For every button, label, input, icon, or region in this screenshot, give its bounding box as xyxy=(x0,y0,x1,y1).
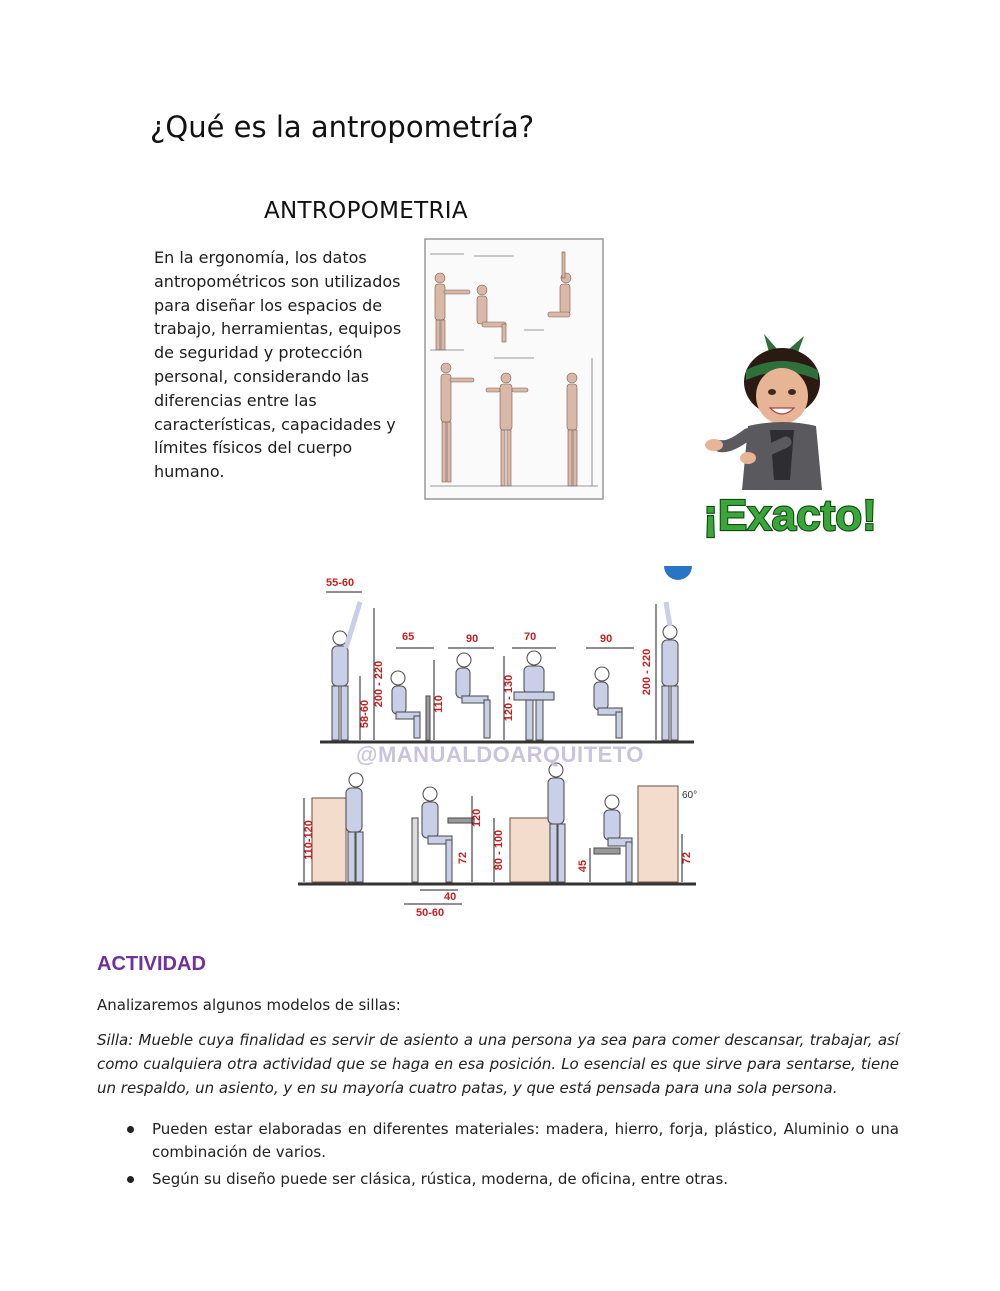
dim-table-height-1: 110 xyxy=(433,695,445,713)
list-item-text: Pueden estar elaboradas en diferentes materiales: madera, hierro, forja, plástico, Aluminio o una combinación de varios. xyxy=(152,1120,899,1161)
dim-standing-reach: 200 - 220 xyxy=(373,660,385,708)
dim-counter-height: 80 - 100 xyxy=(493,829,505,871)
dim-desk-height-2: 72 xyxy=(681,851,693,865)
list-item-text: Según su diseño puede ser clásica, rústica, moderna, de oficina, entre otras. xyxy=(152,1170,729,1188)
dim-table-height-2: 120 - 130 xyxy=(503,674,515,722)
dim-seat-depth: 40 xyxy=(444,891,457,903)
dim-chair-reach: 120 xyxy=(471,808,483,828)
dim-shoulder: 58-60 xyxy=(359,699,371,729)
page-title: ¿Qué es la antropometría? xyxy=(150,110,535,144)
actividad-heading: ACTIVIDAD xyxy=(97,953,206,975)
actividad-intro: Analizaremos algunos modelos de sillas: xyxy=(97,996,401,1014)
dim-lectern-height: 110-120 xyxy=(303,820,315,860)
list-item xyxy=(97,1168,899,1191)
dim-reach-top: 55-60 xyxy=(326,577,355,589)
dim-angle: 60° xyxy=(682,790,698,801)
bullet-list xyxy=(97,1118,899,1195)
bitmoji-character xyxy=(690,330,890,540)
bullet-icon xyxy=(127,1176,134,1183)
dim-desk-height-1: 72 xyxy=(457,851,469,865)
anthropometry-figures-illustration xyxy=(424,238,604,500)
dim-desk-depth-2: 90 xyxy=(466,633,479,645)
bullet-icon xyxy=(127,1126,134,1133)
silla-definition: Silla: Mueble cuya finalidad es servir de asiento a una persona ya sea para comer descansar, trabajar, así como cualquiera otra actividad que se haga en esa posición. Lo esencial es que sirve para sentarse, tiene un respaldo, un asiento, y en su mayoría cuatro patas, y que está pensada para una sola persona. xyxy=(97,1031,899,1097)
dim-stool-height: 45 xyxy=(577,859,589,873)
dim-desk-depth-1: 65 xyxy=(402,631,415,643)
dim-seat-span: 50-60 xyxy=(416,907,445,918)
antropometria-heading: ANTROPOMETRIA xyxy=(264,198,468,224)
dim-bar-depth: 70 xyxy=(524,631,537,643)
dim-standing-reach-right: 200 - 220 xyxy=(641,648,653,696)
diagram-watermark: @MANUALDOARQUITETO xyxy=(356,742,644,767)
exacto-badge-text: ¡Exacto! xyxy=(703,491,877,540)
list-item xyxy=(97,1118,899,1164)
antropometria-description: En la ergonomía, los datos antropométricos son utilizados para diseñar los espacios de trabajo, herramientas, equipos de seguridad y protección personal, considerando las diferencias entre las características, capacidades y límites físicos del cuerpo humano. xyxy=(154,248,402,482)
dim-desk-depth-3: 90 xyxy=(600,633,613,645)
